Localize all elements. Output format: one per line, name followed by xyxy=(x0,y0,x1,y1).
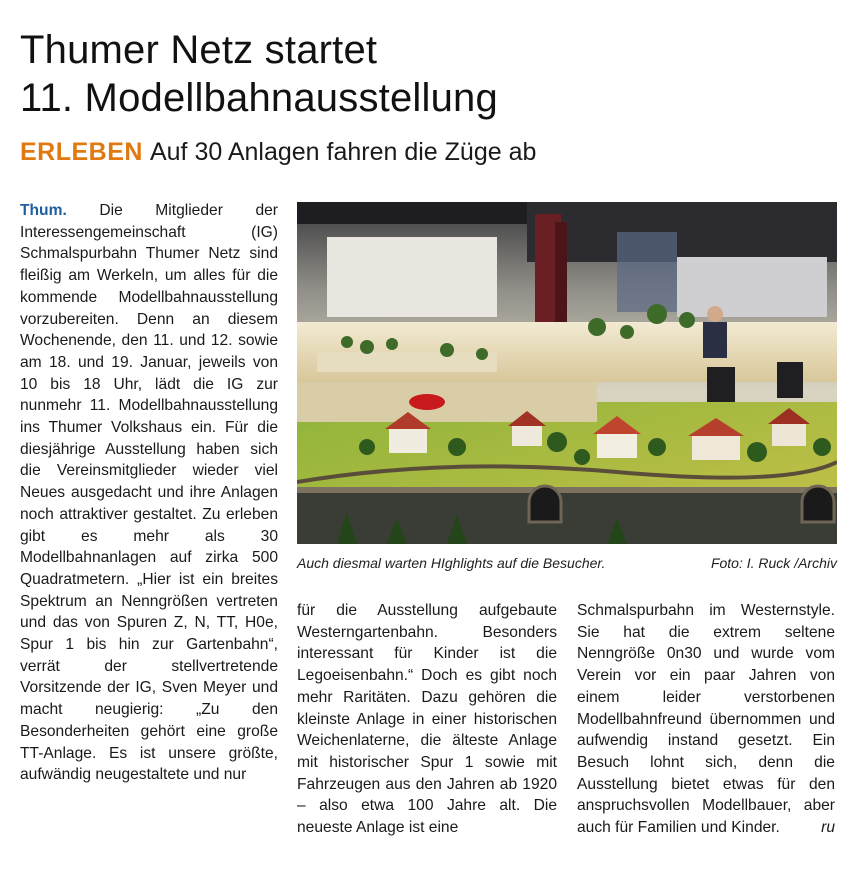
subheadline-kicker: ERLEBEN xyxy=(20,138,143,166)
article-paragraph-3 xyxy=(577,600,835,839)
photo-credit: Foto: I. Ruck /Archiv xyxy=(710,555,837,571)
headline-line-2: 11. Modellbahnausstellung xyxy=(20,76,498,120)
article-paragraph-1 xyxy=(20,200,278,786)
subheadline-text: Auf 30 Anlagen fahren die Züge ab xyxy=(149,138,537,166)
article-column-2 xyxy=(297,600,557,839)
article-text-3: Schmalspurbahn im Westernstyle. Sie hat die extrem seltene Nenngröße 0n30 und wurde vom Verein vor ein paar Jahren von einem leider verstorbenen Modellbahnfreund übernommen und aufwendig instand gesetzt. Ein Besuch lohnt sich, denn die Ausstellung bietet etwas für den anspruchsvollen Modellbauer, aber auch für Familien und Kinder. xyxy=(577,602,835,837)
article-column-3 xyxy=(577,600,835,839)
dateline: Thum. xyxy=(20,202,67,219)
article-photo xyxy=(297,202,837,544)
article-column-1 xyxy=(20,200,278,786)
article-text-1: Die Mitglieder der Interessengemeinschaft (IG) Schmalspurbahn Thumer Netz sind fleißig am Werkeln, um alles für die kommende Modellbahnausstellung vorzubereiten. Denn an diesem Wochenende, den 11. und 12. sowie am 18. und 19. Januar, jeweils von 10 bis 18 Uhr, lädt die IG zur nunmehr 11. Modellbahnausstellung ins Thumer Volkshaus ein. Für die diesjährige Ausstellung haben sich die Vereinsmitglieder wieder viel Neues ausgedacht und ihre Anlagen noch attraktiver gestaltet. Zu erleben gibt es mehr als 30 Modellbahnanlagen auf zirka 500 Quadratmetern. „Hier ist ein breites Spektrum an Nenngrößen vertreten und das von Spuren Z, N, TT, H0e, Spur 1 bis hin zur Gartenbahn“, verrät der stellvertretende Vorsitzende der IG, Sven Meyer und macht neugierig: „Zu den Besonderheiten gehört eine große TT-Anlage. Es ist unsere größte, aufwändig neugestaltete und nur xyxy=(20,202,278,784)
photo-caption xyxy=(297,553,837,573)
headline xyxy=(20,26,498,122)
subheadline xyxy=(20,136,536,168)
headline-line-1: Thumer Netz startet xyxy=(20,28,378,72)
author-signature: ru xyxy=(821,819,835,837)
article-text-2: für die Ausstellung aufgebaute Westerngartenbahn. Besonders interessant für Kinder ist die Legoeisenbahn.“ Doch es gibt noch mehr Raritäten. Dazu gehören die kleinste Anlage in einer historischen Weichenlaterne, die älteste Anlage mit historischer Spur 1 sowie mit Fahrzeugen aus den Jahren ab 1920 – also etwa 100 Jahre alt. Die neueste Anlage ist eine xyxy=(297,602,557,837)
caption-text: Auch diesmal warten HIghlights auf die Besucher. xyxy=(297,555,606,571)
